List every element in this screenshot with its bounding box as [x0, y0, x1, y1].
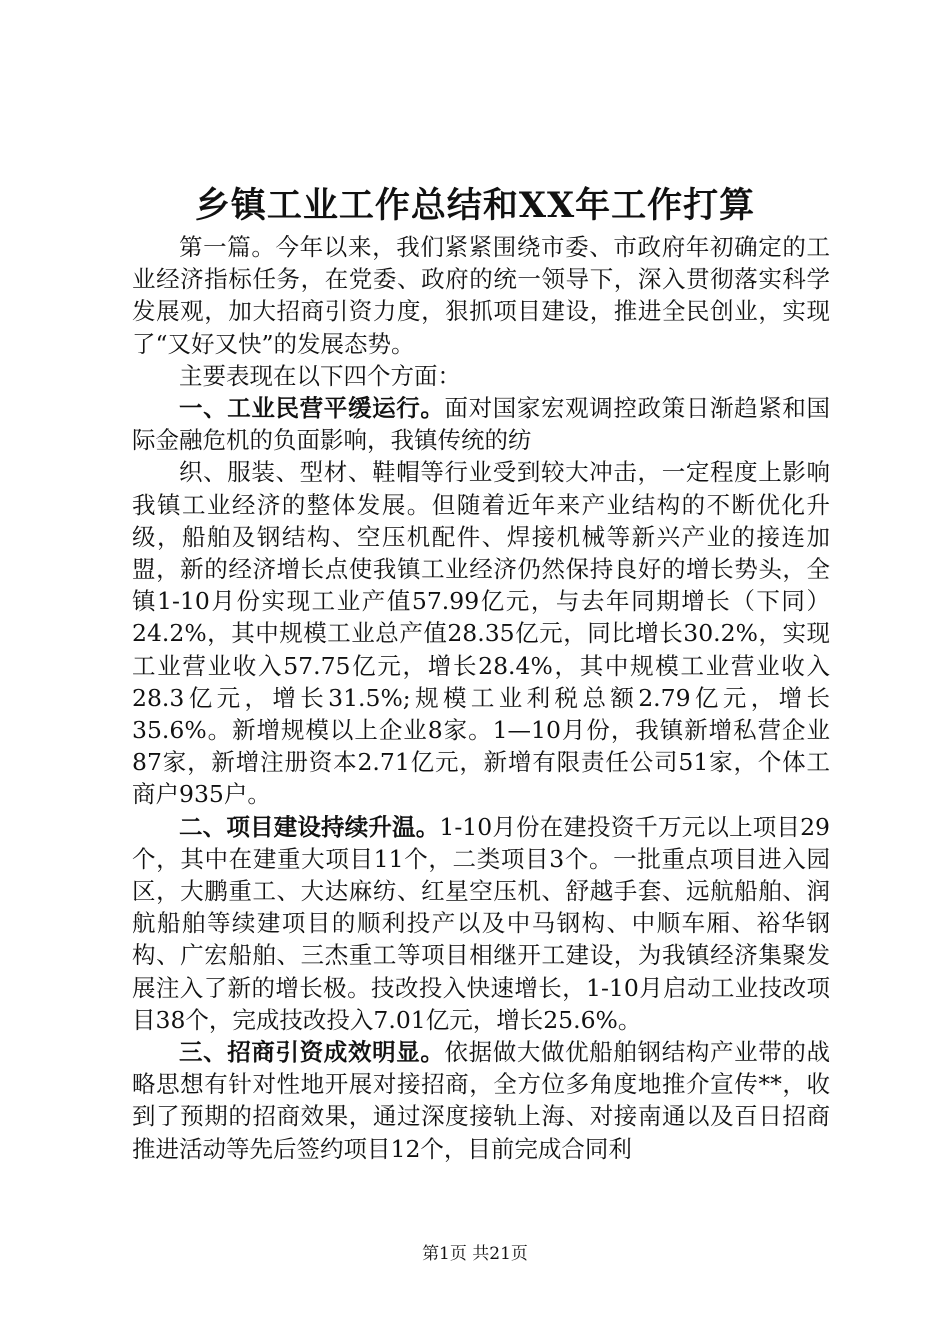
paragraph-text: 面对国家宏观调控政策日渐趋紧和国际金融危机的负面影响，我镇传统的纺: [132, 394, 831, 455]
document-body: [132, 231, 830, 1165]
paragraph-text: 第一篇。今年以来，我们紧紧围绕市委、市政府年初确定的工业经济指标任务，在党委、政府的统一领导下，深入贯彻落实科学发展观，加大招商引资力度，狠抓项目建设，推进全民创业，实现了“又好又快”的发展态势。: [132, 233, 830, 358]
section-heading: 一、工业民营平缓运行。: [179, 394, 445, 423]
paragraph-text: 织、服装、型材、鞋帽等行业受到较大冲击，一定程度上影响我镇工业经济的整体发展。但随着近年来产业结构的不断优化升级，船舶及钢结构、空压机配件、焊接机械等新兴产业的接连加盟，新的经济增长点使我镇工业经济仍然保持良好的增长势头，全镇1-10月份实现工业产值57.99亿元，与去年同期增长（下同）24.2%，其中规模工业总产值28.35亿元，同比增长30.2%，实现工业营业收入57.75亿元，增长28.4%，其中规模工业营业收入28.3亿元，增长31.5%;规模工业利税总额2.79亿元，增长35.6%。新增规模以上企业8家。1—10月份，我镇新增私营企业87家，新增注册资本2.71亿元，新增有限责任公司51家，个体工商户935户。: [132, 458, 830, 809]
paragraph-text: 1-10月份在建投资千万元以上项目29个，其中在建重大项目11个，二类项目3个。一批重点项目进入园区，大鹏重工、大达麻纺、红星空压机、舒越手套、远航船舶、润航船舶等续建项目的顺利投产以及中马钢构、中顺车厢、裕华钢构、广宏船舶、三杰重工等项目相继开工建设，为我镇经济集聚发展注入了新的增长极。技改投入快速增长，1-10月启动工业技改项目38个，完成技改投入7.01亿元，增长25.6%。: [132, 812, 830, 1034]
page-number: 第1页 共21页: [422, 1244, 528, 1264]
paragraph-text: 依据做大做优船舶钢结构产业带的战略思想有针对性地开展对接招商，全方位多角度地推介宣传**，收到了预期的招商效果，通过深度接轨上海、对接南通以及百日招商推进活动等先后签约项目12个，目前完成合同利: [132, 1038, 831, 1163]
section-heading: 三、招商引资成效明显。: [179, 1038, 445, 1067]
paragraph: [132, 392, 830, 456]
paragraph: [132, 456, 830, 810]
paragraph: [132, 811, 830, 1036]
paragraph: [132, 231, 830, 360]
paragraph: [132, 360, 830, 392]
section-heading: 二、项目建设持续升温。: [179, 812, 440, 841]
paragraph: [132, 1036, 830, 1165]
paragraph-text: 主要表现在以下四个方面：: [179, 361, 461, 390]
document-title: 乡镇工业工作总结和XX年工作打算: [194, 185, 756, 226]
